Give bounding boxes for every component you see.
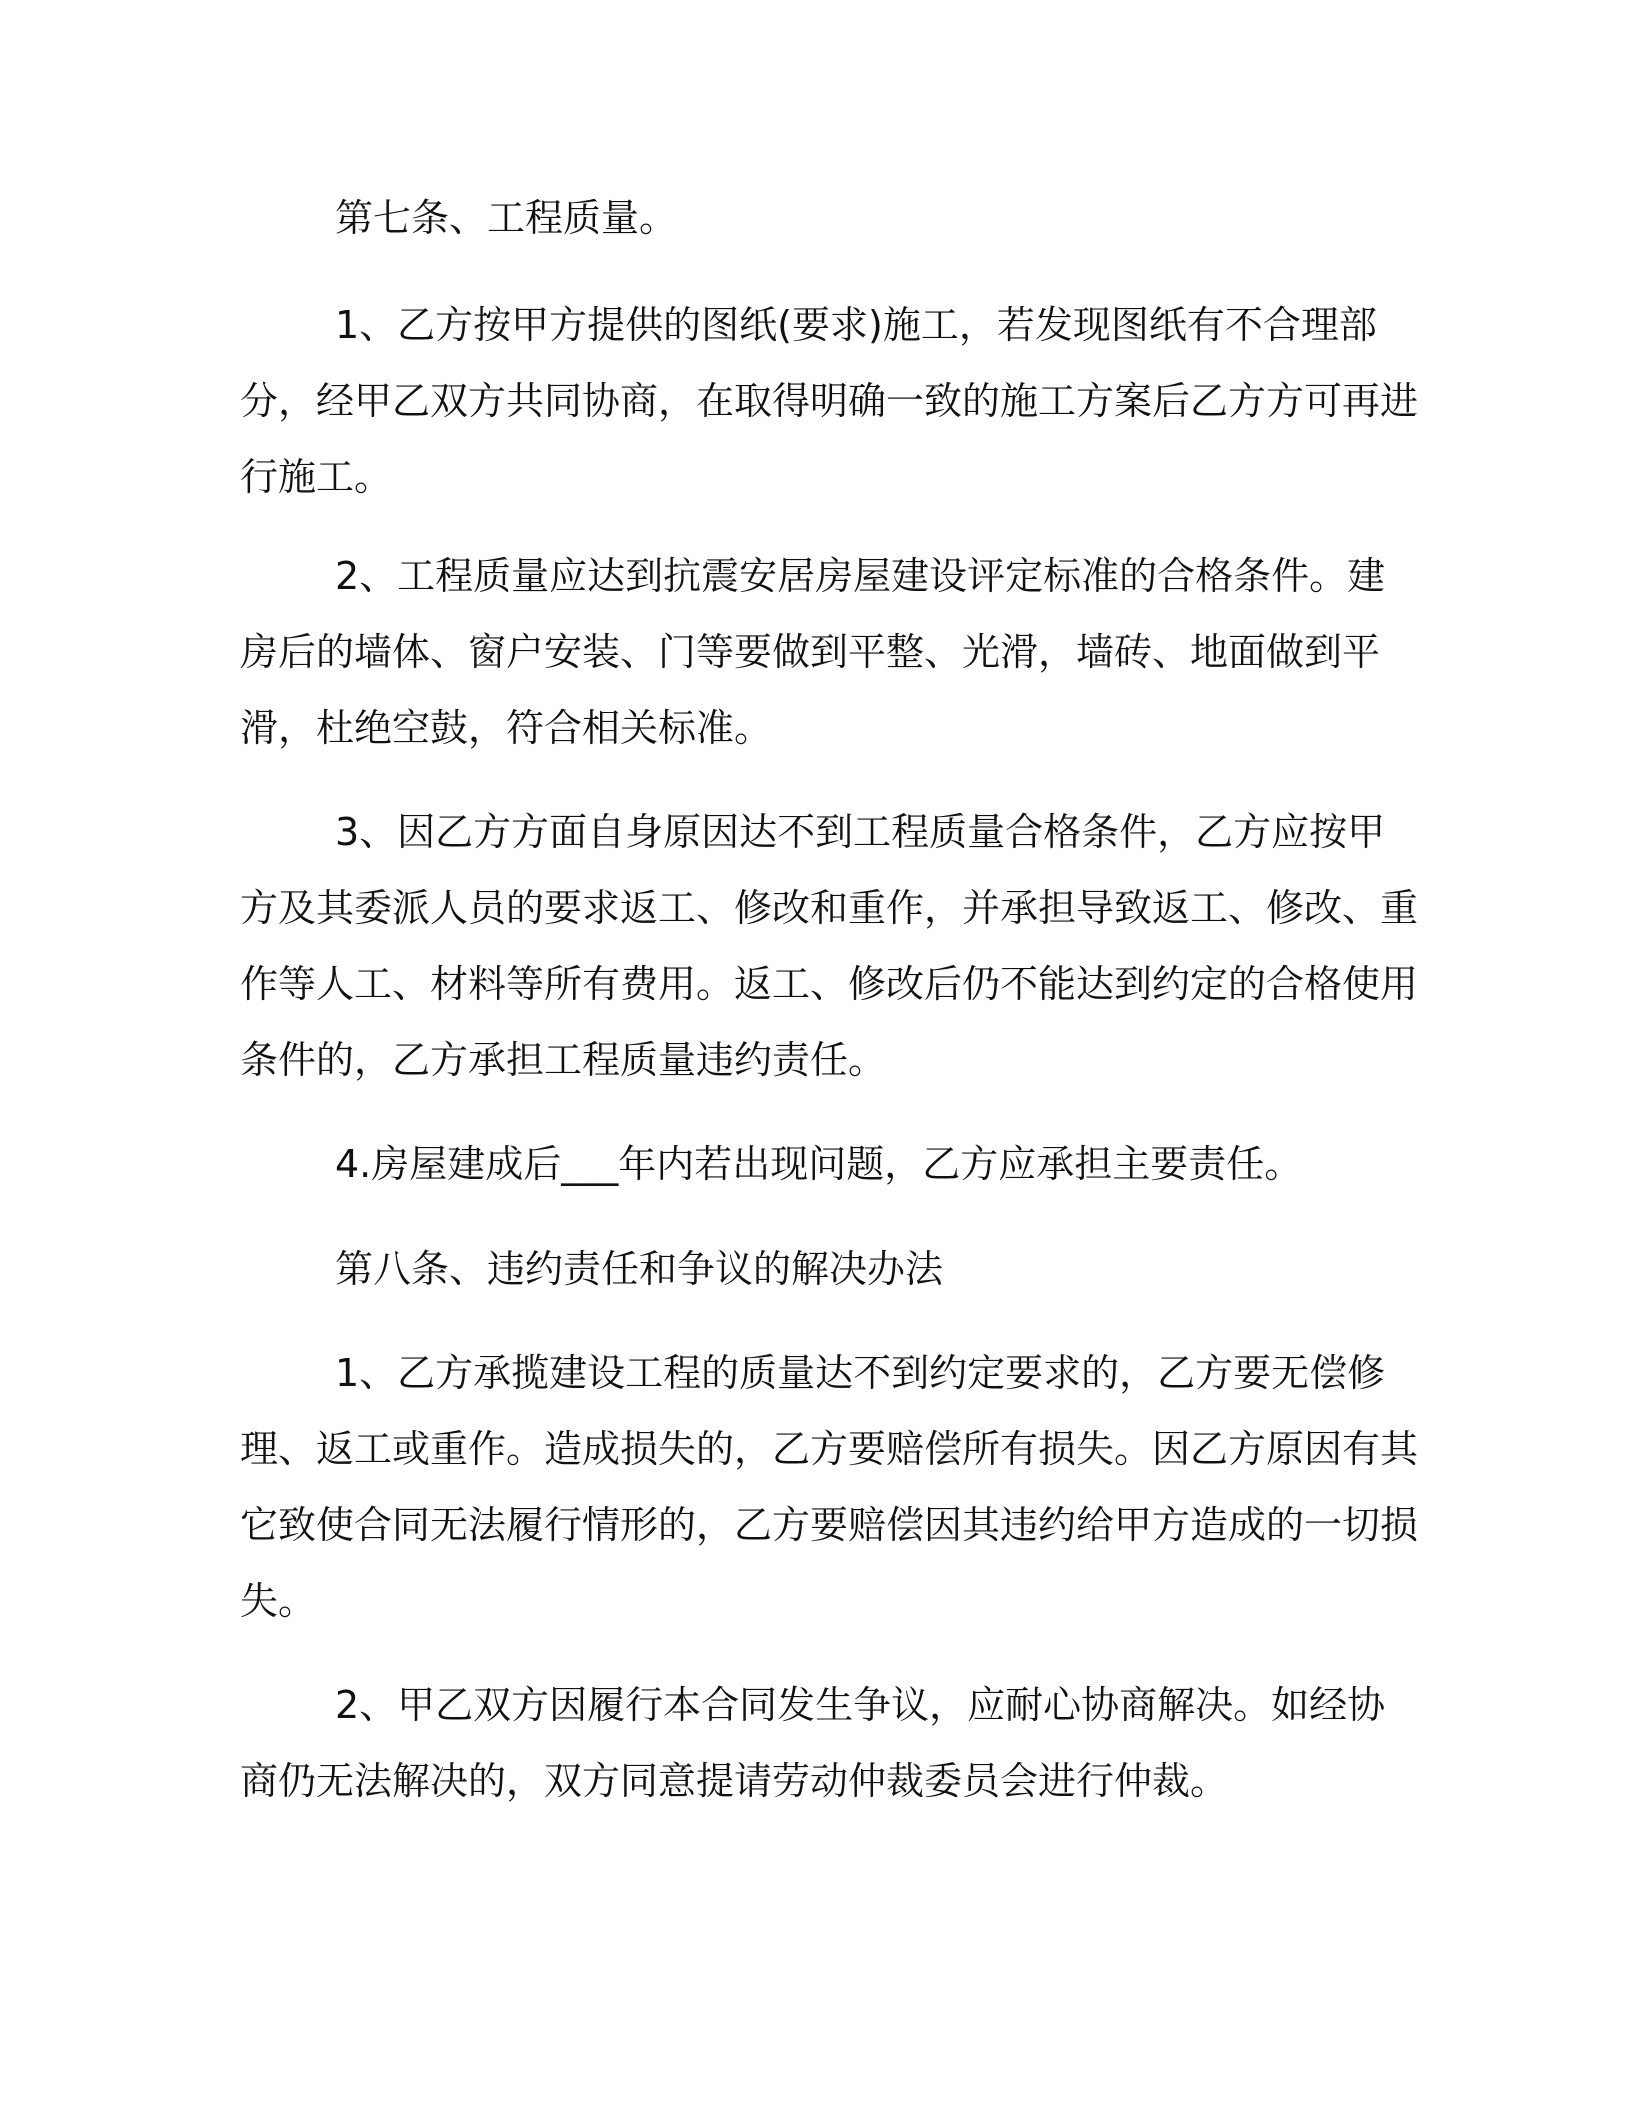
article-7-clause-2: 2、工程质量应达到抗震安居房屋建设评定标准的合格条件。建房后的墙体、窗户安装、门等要做到平整、光滑，墙砖、地面做到平滑，杜绝空鼓，符合相关标准。 <box>240 554 1386 750</box>
article-7-clause-3: 3、因乙方方面自身原因达不到工程质量合格条件，乙方应按甲方及其委派人员的要求返工、修改和重作，并承担导致返工、修改、重作等人工、材料等所有费用。返工、修改后仍不能达到约定的合格使用条件的，乙方承担工程质量违约责任。 <box>240 810 1419 1082</box>
article-8-heading: 第八条、违约责任和争议的解决办法 <box>335 1247 944 1291</box>
article-8-clause-2: 2、甲乙双方因履行本合同发生争议，应耐心协商解决。如经协商仍无法解决的，双方同意提请劳动仲裁委员会进行仲裁。 <box>240 1683 1386 1803</box>
article-7-clause-1: 1、乙方按甲方提供的图纸(要求)施工，若发现图纸有不合理部分，经甲乙双方共同协商，在取得明确一致的施工方案后乙方方可再进行施工。 <box>240 303 1419 499</box>
article-8-clause-1: 1、乙方承揽建设工程的质量达不到约定要求的，乙方要无偿修理、返工或重作。造成损失的，乙方要赔偿所有损失。因乙方原因有其它致使合同无法履行情形的，乙方要赔偿因其违约给甲方造成的一切损失。 <box>240 1351 1419 1623</box>
article-7-clause-4: 4.房屋建成后___年内若出现问题，乙方应承担主要责任。 <box>335 1142 1303 1186</box>
article-7-heading: 第七条、工程质量。 <box>335 196 678 240</box>
